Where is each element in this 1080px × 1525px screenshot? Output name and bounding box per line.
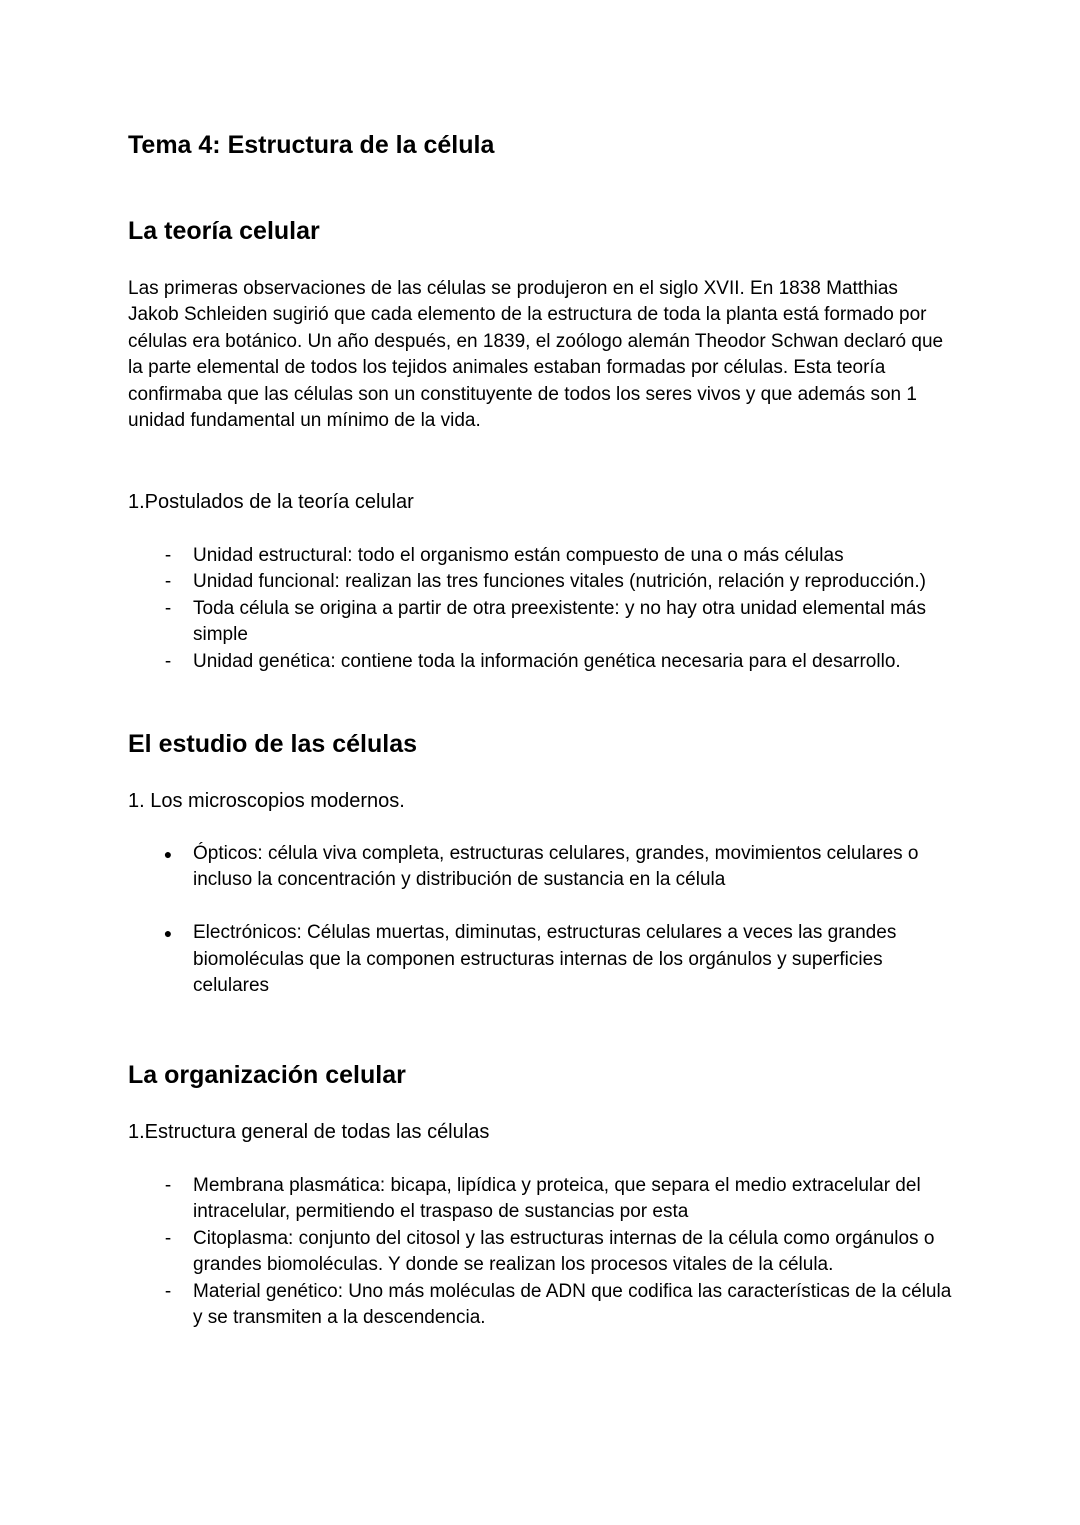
dash-marker: - <box>164 1175 172 1196</box>
list-item-text: Toda célula se origina a partir de otra preexistente: y no hay otra unidad elemental más simple <box>193 597 926 646</box>
list-item-text: Unidad estructural: todo el organismo están compuesto de una o más células <box>193 545 844 566</box>
subheading-estructura-general: 1.Estructura general de todas las células <box>128 1121 490 1143</box>
list-item <box>128 569 958 595</box>
list-item <box>128 649 958 675</box>
dash-marker: - <box>164 1227 172 1249</box>
heading-estudio-celulas: El estudio de las células <box>128 730 418 758</box>
dash-marker: - <box>164 571 172 593</box>
list-item <box>128 1173 958 1226</box>
list-item-text: Membrana plasmática: bicapa, lipídica y proteica, que separa el medio extracelular del intracelular, permitiendo el traspaso de sustancias por esta <box>193 1175 921 1223</box>
list-item <box>128 543 958 569</box>
list-postulados <box>128 543 958 675</box>
list-microscopios <box>128 841 958 999</box>
dash-marker: - <box>164 650 172 672</box>
list-item-text: Ópticos: célula viva completa, estructuras celulares, grandes, movimientos celulares o incluso la concentración y distribución de sustancia en la célula <box>193 843 919 891</box>
list-item <box>128 1279 958 1332</box>
list-item-text: Citoplasma: conjunto del citosol y las estructuras internas de la célula como orgánulos o grandes biomoléculas. Y donde se realizan los procesos vitales de la célula. <box>193 1227 935 1276</box>
dash-marker: - <box>164 1280 172 1302</box>
subheading-microscopios: 1. Los microscopios modernos. <box>128 790 405 812</box>
document-title: Tema 4: Estructura de la célula <box>128 131 495 159</box>
dash-marker: - <box>164 597 172 619</box>
subheading-postulados: 1.Postulados de la teoría celular <box>128 491 414 513</box>
heading-organizacion-celular: La organización celular <box>128 1061 406 1089</box>
list-item <box>128 920 958 999</box>
list-item-text: Electrónicos: Células muertas, diminutas, estructuras celulares a veces las grandes biomoléculas que la componen estructuras internas de los orgánulos y superficies celulares <box>193 922 897 997</box>
list-item-text: Unidad genética: contiene toda la información genética necesaria para el desarrollo. <box>193 650 901 672</box>
heading-teoria-celular: La teoría celular <box>128 217 320 245</box>
bullet-marker: ● <box>163 925 173 942</box>
list-item <box>128 596 958 649</box>
list-item <box>128 1226 958 1279</box>
list-item-text: Material genético: Uno más moléculas de ADN que codifica las características de la célula y se transmiten a la descendencia. <box>193 1280 952 1329</box>
list-estructura-general <box>128 1173 958 1331</box>
list-item <box>128 841 958 894</box>
paragraph-teoria-celular: Las primeras observaciones de las células se produjeron en el siglo XVII. En 1838 Matthias Jakob Schleiden sugirió que cada elemento de la estructura de toda la planta está formado por células era botánico. Un año después, en 1839, el zoólogo alemán Theodor Schwan declaró que la parte elemental de todos los tejidos animales estaban formadas por células. Esta teoría confirmaba que las células son un constituyente de todos los seres vivos y que además son 1 unidad fundamental un mínimo de la vida. <box>128 278 944 432</box>
dash-marker: - <box>164 545 172 566</box>
list-item-text: Unidad funcional: realizan las tres funciones vitales (nutrición, relación y reproducción.) <box>193 571 926 593</box>
bullet-marker: ● <box>163 846 173 862</box>
